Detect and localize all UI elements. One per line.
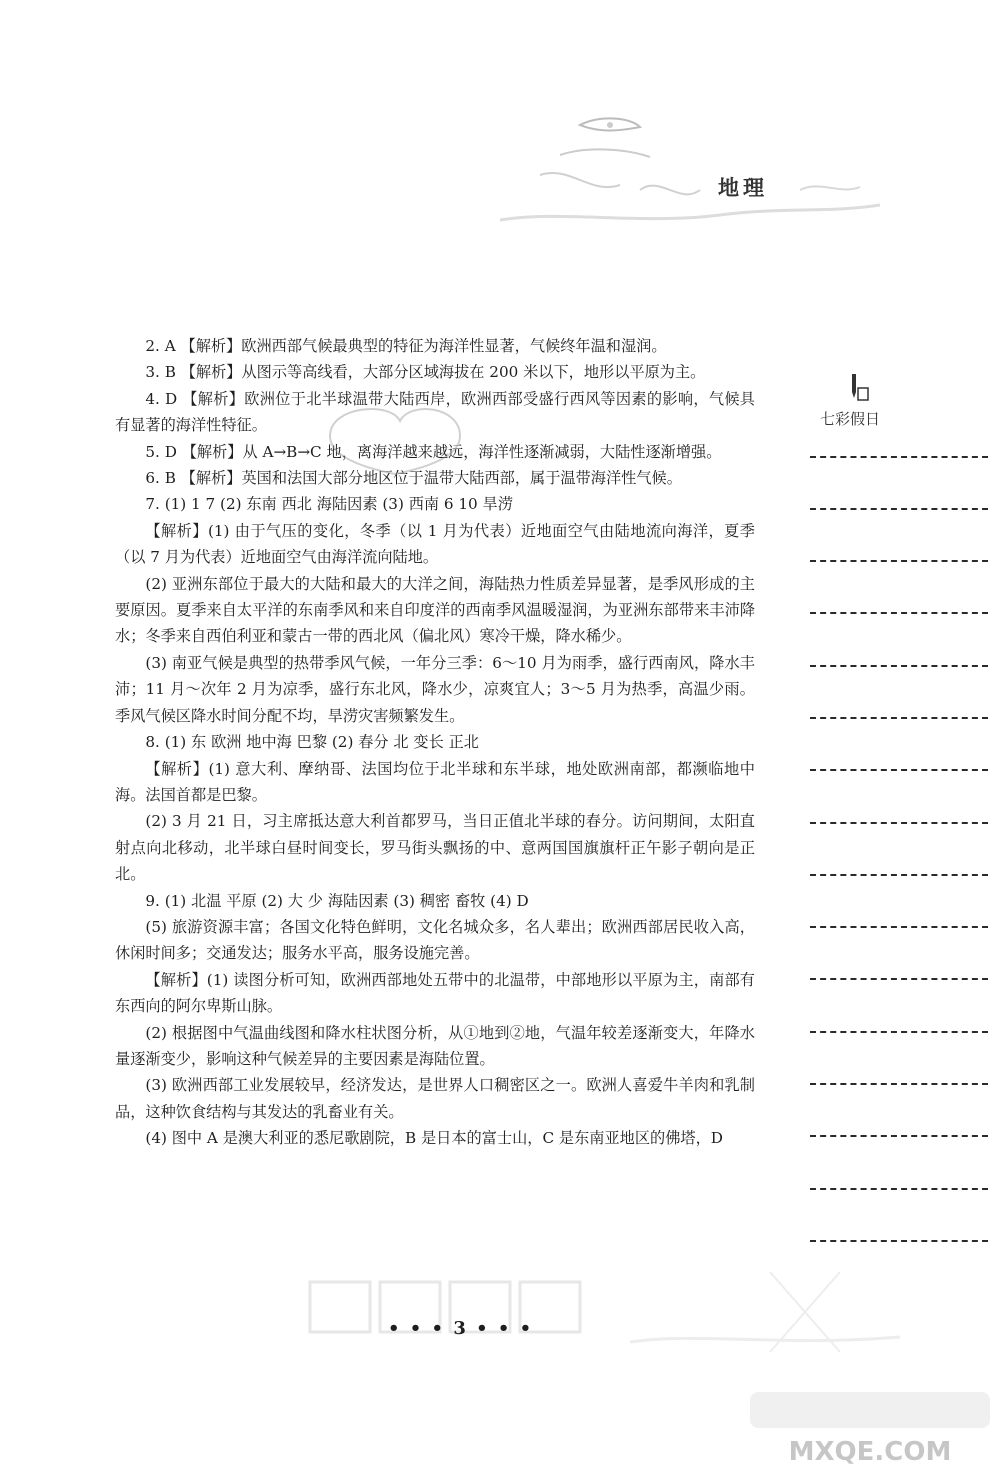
note-line <box>810 978 988 980</box>
answer-paragraph: 3. B 【解析】从图示等高线看，大部分区域海拔在 200 米以下，地形以平原为主。 <box>145 363 706 382</box>
page-number: • • • 3 • • • <box>388 1318 534 1339</box>
note-line <box>810 665 988 667</box>
answer-paragraph: 5. D 【解析】从 A→B→C 地，离海洋越来越远，海洋性逐渐减弱，大陆性逐渐增强。 <box>145 442 722 461</box>
sidebar-brand: 七彩假日 <box>820 410 881 428</box>
note-line <box>810 508 988 510</box>
answer-paragraph: 【解析】(1) 意大利、摩纳哥、法国均位于北半球和东半球，地处欧洲南部，都濒临地中海。法国首都是巴黎。 <box>115 759 755 804</box>
pen-icon <box>846 372 870 404</box>
answer-paragraph: (5) 旅游资源丰富；各国文化特色鲜明，文化名城众多，名人辈出；欧洲西部居民收入高，休闲时间多；交通发达；服务水平高，服务设施完善。 <box>115 917 755 963</box>
answer-paragraph: 【解析】(1) 读图分析可知，欧洲西部地处五带中的北温带，中部地形以平原为主，南部有东西向的阿尔卑斯山脉。 <box>115 970 755 1016</box>
note-line <box>810 1188 988 1190</box>
answer-paragraph: (3) 欧洲西部工业发展较早，经济发达，是世界人口稠密区之一。欧洲人喜爱牛羊肉和乳制品，这种饮食结构与其发达的乳畜业有关。 <box>115 1076 755 1121</box>
mxqe-logo <box>745 1390 995 1468</box>
answer-paragraph: (2) 3 月 21 日，习主席抵达意大利首都罗马，当日正值北半球的春分。访问期间，太阳直射点向北移动，北半球白昼时间变长，罗马街头飘扬的中、意两国国旗旗杆正午影子朝向是正北。 <box>115 812 755 884</box>
note-line <box>810 822 988 824</box>
answer-paragraph: (4) 图中 A 是澳大利亚的悉尼歌剧院，B 是日本的富士山，C 是东南亚地区的佛塔，D <box>145 1129 723 1148</box>
note-line <box>810 456 988 458</box>
note-line <box>810 717 988 719</box>
note-line <box>810 560 988 562</box>
answer-paragraph: 2. A 【解析】欧洲西部气候最典型的特征为海洋性显著，气候终年温和湿润。 <box>145 337 667 355</box>
answer-paragraph: (3) 南亚气候是典型的热带季风气候，一年分三季：6～10 月为雨季，盛行西南风，降水丰沛；11 月～次年 2 月为凉季，盛行东北风，降水少，凉爽宜人；3～5 月为热季，高温少雨。季风气候区降水时间分配不均，旱涝灾害频繁发生。 <box>115 653 755 725</box>
stamp-watermark <box>320 396 470 476</box>
answer-paragraph: 9. (1) 北温 平原 (2) 大 少 海陆因素 (3) 稠密 畜牧 (4) D <box>145 891 529 910</box>
note-line <box>810 926 988 928</box>
note-line <box>810 874 988 876</box>
note-line <box>810 1240 988 1242</box>
note-line <box>810 612 988 614</box>
answer-paragraph: 6. B 【解析】英国和法国大部分地区位于温带大陆西部，属于温带海洋性气候。 <box>145 469 682 488</box>
answer-paragraph: 【解析】(1) 由于气压的变化，冬季（以 1 月为代表）近地面空气由陆地流向海洋，夏季（以 7 月为代表）近地面空气由海洋流向陆地。 <box>115 521 755 567</box>
answer-paragraph: 4. D 【解析】欧洲位于北半球温带大陆西岸，欧洲西部受盛行西风等因素的影响，气候具有显著的海洋性特征。 <box>115 389 755 435</box>
header-decoration <box>500 95 880 245</box>
note-line <box>810 1135 988 1137</box>
note-line <box>810 1031 988 1033</box>
watermark-text: MXQE.COM <box>788 1437 952 1467</box>
subject-title: 地理 <box>718 175 768 200</box>
answer-paragraph: (2) 亚洲东部位于最大的大陆和最大的大洋之间，海陆热力性质差异显著，是季风形成的主要原因。夏季来自太平洋的东南季风和来自印度洋的西南季风温暖湿润，为亚洲东部带来丰沛降水；冬季来自西伯利亚和蒙古一带的西北风（偏北风）寒冷干燥，降水稀少。 <box>115 574 755 646</box>
note-line <box>810 1083 988 1085</box>
answer-paragraph: 7. (1) 1 7 (2) 东南 西北 海陆因素 (3) 西南 6 10 旱涝 <box>145 495 513 514</box>
answer-paragraph: 8. (1) 东 欧洲 地中海 巴黎 (2) 春分 北 变长 正北 <box>145 733 479 752</box>
answer-paragraph: (2) 根据图中气温曲线图和降水柱状图分析，从①地到②地，气温年较差逐渐变大，年降水量逐渐变少，影响这种气候差异的主要因素是海陆位置。 <box>115 1023 755 1068</box>
note-line <box>810 769 988 771</box>
